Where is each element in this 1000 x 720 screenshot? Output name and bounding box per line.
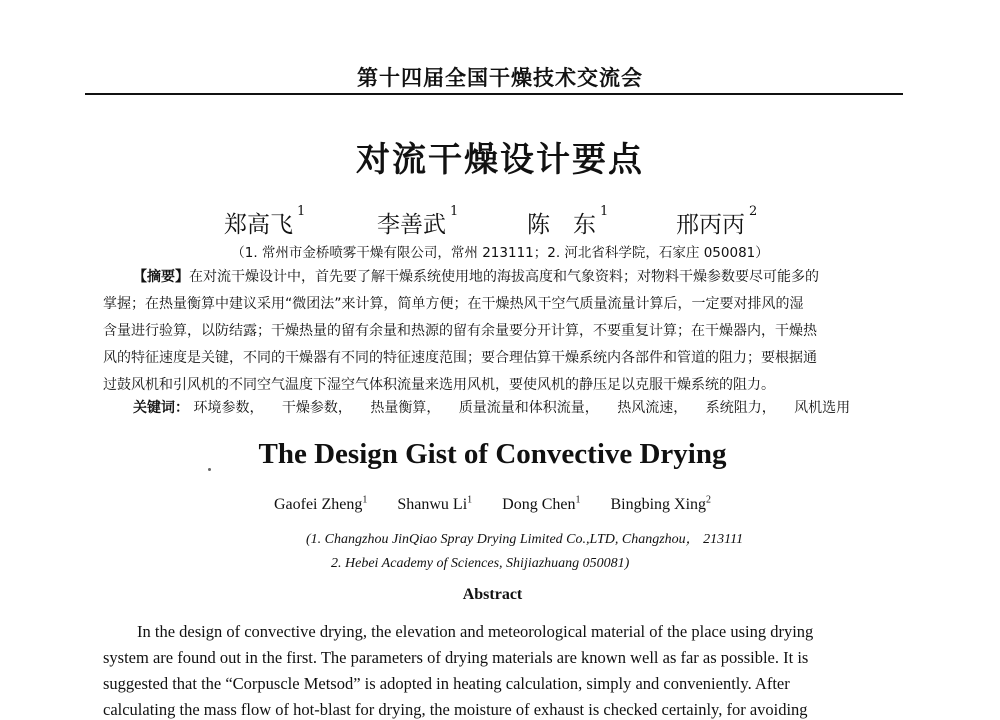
- author-en-1: Gaofei Zheng$^1$: [273, 495, 368, 514]
- keyword: 干燥参数，: [281, 400, 352, 416]
- author-cn-1: 郑高飞$^1$: [224, 204, 306, 238]
- author-en-3: Dong Chen$^1$: [502, 495, 581, 514]
- keyword: 热风流速，: [617, 400, 688, 416]
- keyword: 环境参数，: [193, 400, 264, 416]
- author-en-2: Shanwu Li$^1$: [397, 495, 473, 514]
- keyword: 风机选用: [794, 400, 851, 416]
- abstract-cn-line-1: 【摘要】在对流干燥设计中，首先要了解干燥系统使用地的海拔高度和气象资料；对物料干燥参数要尽可能多的: [133, 269, 819, 285]
- author-cn-2: 李善武$^1$: [377, 204, 459, 238]
- title-english: The Design Gist of Convective Drying: [258, 438, 727, 470]
- abstract-cn-line-3: 含量进行验算，以防结露；干燥热量的留有余量和热源的留有余量要分开计算，不要重复计算；在干燥器内，干燥热: [103, 323, 817, 339]
- abstract-cn-line-5: 过鼓风机和引风机的不同空气温度下湿空气体积流量来选用风机，要使风机的静压足以克服干燥系统的阻力。: [103, 377, 775, 393]
- abstract-en-line-3: suggested that the “Corpuscle Metsod” is adopted in heating calculation, simply and conveniently. After: [103, 674, 790, 693]
- abstract-cn-line-2: 掌握；在热量衡算中建议采用“微团法”来计算，简单方便；在干燥热风干空气质量流量计算后，一定要对排风的湿: [103, 296, 804, 312]
- conference-header: 第十四届全国干燥技术交流会: [357, 65, 643, 90]
- abstract-heading: Abstract: [462, 586, 523, 603]
- title-chinese: 对流干燥设计要点: [356, 140, 644, 180]
- keyword: 系统阻力，: [705, 400, 776, 416]
- keywords-chinese: [133, 397, 864, 417]
- keywords-label: 关键词：: [133, 400, 189, 416]
- author-en-4: Bingbing Xing$^2$: [610, 495, 712, 514]
- author-cn-4: 邢丙丙$^2$: [676, 204, 758, 238]
- affiliation-english-1: (1. Changzhou JinQiao Spray Drying Limited Co.,LTD, Changzhou， 213111: [306, 532, 744, 547]
- authors-chinese: [0, 206, 1000, 236]
- header-rule: [85, 93, 903, 95]
- affiliation-english-2: 2. Hebei Academy of Sciences, Shijiazhuang 050081): [331, 556, 630, 571]
- author-cn-3: 陈 东$^1$: [527, 204, 609, 238]
- affiliation-chinese: （1. 常州市金桥喷雾干燥有限公司，常州 213111；2. 河北省科学院，石家庄 050081）: [231, 245, 769, 261]
- abstract-cn-label: 【摘要】: [133, 269, 189, 285]
- abstract-cn-line-4: 风的特征速度是关键，不同的干燥器有不同的特征速度范围；要合理估算干燥系统内各部件和管道的阻力；要根据通: [103, 350, 817, 366]
- keyword: 热量衡算，: [370, 400, 441, 416]
- authors-english: [0, 495, 985, 514]
- keyword: 质量流量和体积流量，: [458, 400, 599, 416]
- abstract-en-line-2: system are found out in the first. The parameters of drying materials are known well as far as possible. It is: [103, 648, 809, 667]
- abstract-en-line-4: calculating the mass flow of hot-blast for drying, the moisture of exhaust is checked certainly, for avoiding: [103, 700, 808, 719]
- abstract-en-line-1: In the design of convective drying, the elevation and meteorological material of the place using drying: [137, 622, 814, 641]
